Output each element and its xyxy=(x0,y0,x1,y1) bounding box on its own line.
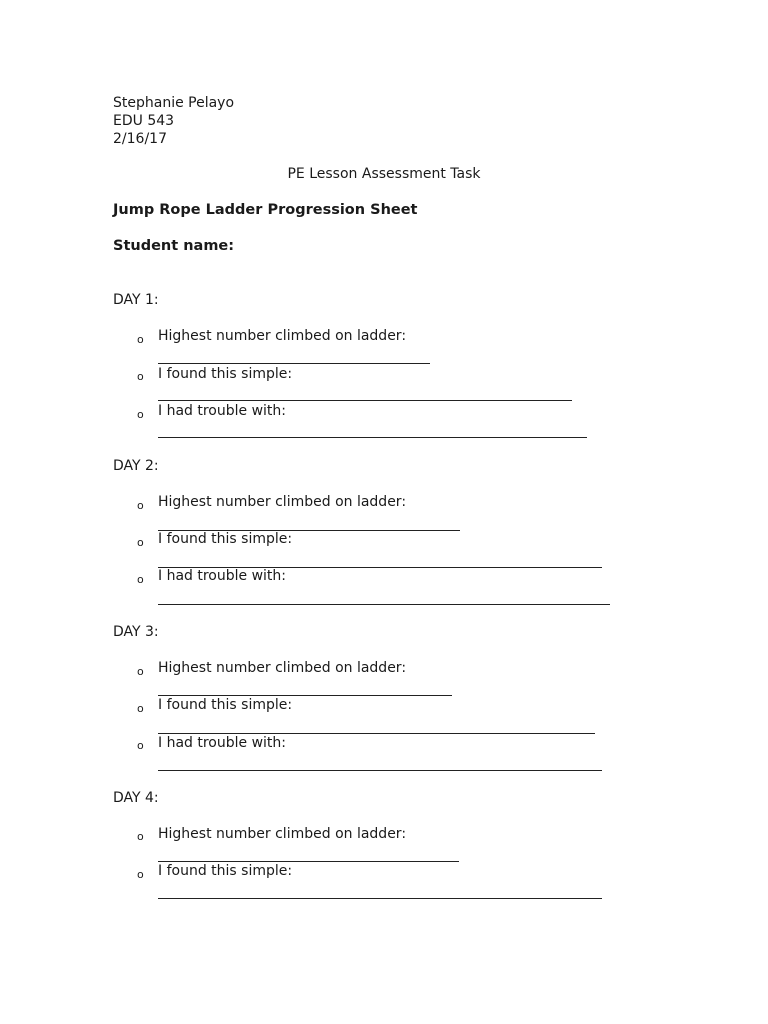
bullet-icon: o xyxy=(137,536,144,549)
day-2-trouble-prompt: I had trouble with: xyxy=(158,568,287,584)
course-code: EDU 543 xyxy=(113,113,175,129)
day-2-label: DAY 2: xyxy=(113,458,159,474)
day-2-highest-prompt: Highest number climbed on ladder: xyxy=(158,494,407,510)
student-name-label: Student name: xyxy=(113,238,235,254)
assessment-title: PE Lesson Assessment Task xyxy=(287,166,481,182)
day-4-label: DAY 4: xyxy=(113,790,159,806)
author-name: Stephanie Pelayo xyxy=(113,95,235,111)
document-date: 2/16/17 xyxy=(113,131,167,147)
day-1-trouble-answer-line[interactable] xyxy=(158,437,587,438)
day-1-label: DAY 1: xyxy=(113,292,159,308)
bullet-icon: o xyxy=(137,868,144,881)
day-3-trouble-prompt: I had trouble with: xyxy=(158,735,287,751)
day-3-simple-prompt: I found this simple: xyxy=(158,697,293,713)
day-1-highest-prompt: Highest number climbed on ladder: xyxy=(158,328,407,344)
day-3-highest-answer-line[interactable] xyxy=(158,695,452,696)
day-4-simple-prompt: I found this simple: xyxy=(158,863,293,879)
bullet-icon: o xyxy=(137,370,144,383)
bullet-icon: o xyxy=(137,333,144,346)
day-3-trouble-answer-line[interactable] xyxy=(158,770,602,771)
day-3-highest-prompt: Highest number climbed on ladder: xyxy=(158,660,407,676)
day-4-highest-prompt: Highest number climbed on ladder: xyxy=(158,826,407,842)
bullet-icon: o xyxy=(137,408,144,421)
day-3-simple-answer-line[interactable] xyxy=(158,733,595,734)
bullet-icon: o xyxy=(137,499,144,512)
bullet-icon: o xyxy=(137,573,144,586)
day-3-label: DAY 3: xyxy=(113,624,159,640)
day-4-simple-answer-line[interactable] xyxy=(158,898,602,899)
day-2-simple-prompt: I found this simple: xyxy=(158,531,293,547)
bullet-icon: o xyxy=(137,665,144,678)
day-1-trouble-prompt: I had trouble with: xyxy=(158,403,287,419)
bullet-icon: o xyxy=(137,739,144,752)
day-1-simple-answer-line[interactable] xyxy=(158,400,572,401)
day-4-highest-answer-line[interactable] xyxy=(158,861,459,862)
day-2-trouble-answer-line[interactable] xyxy=(158,604,610,605)
day-1-simple-prompt: I found this simple: xyxy=(158,366,293,382)
bullet-icon: o xyxy=(137,830,144,843)
sheet-title: Jump Rope Ladder Progression Sheet xyxy=(113,202,418,218)
bullet-icon: o xyxy=(137,702,144,715)
day-1-highest-answer-line[interactable] xyxy=(158,363,430,364)
